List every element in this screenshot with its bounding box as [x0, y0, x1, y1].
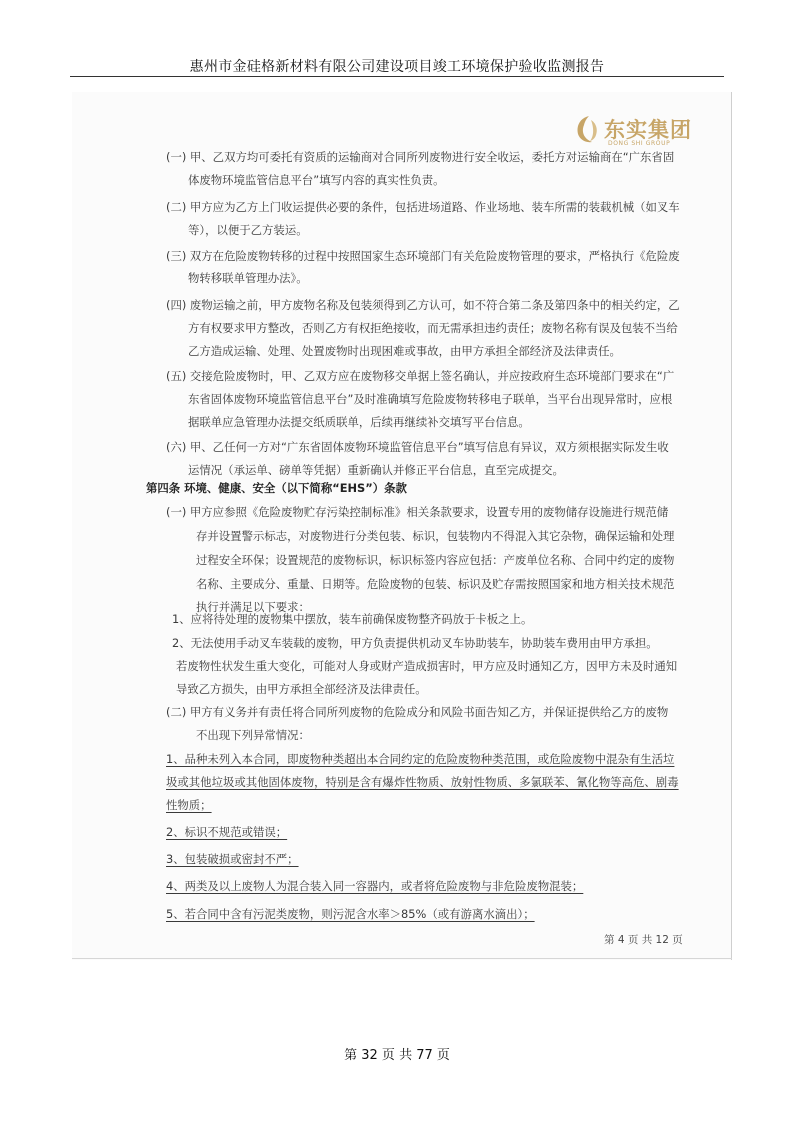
ehs-section-1-line-1: (一) 甲方应参照《危险废物贮存污染控制标准》相关条款要求，设置专用的废物储存设施进行规范储 — [166, 505, 669, 519]
scan-edge — [731, 92, 732, 960]
clause-3-line-1: (三) 双方在危险废物转移的过程中按照国家生态环境部门有关危险废物管理的要求，严格执行《危险废 — [166, 249, 680, 263]
abnormal-item-1-line-2: 圾或其他垃圾或其他固体废物，特别是含有爆炸性物质、放射性物质、多氯联苯、氰化物等高危、剧毒 — [166, 775, 679, 789]
logo-text: 东实集团 — [604, 118, 692, 142]
clause-5-line-1: (五) 交接危险废物时，甲、乙双方应在废物移交单据上签名确认，并应按政府生态环境部门要求在“广 — [166, 369, 675, 383]
abnormal-item-3: 3、包装破损或密封不严； — [166, 852, 299, 866]
abnormal-item-4: 4、两类及以上废物人为混合装入同一容器内，或者将危险废物与非危险废物混装； — [166, 879, 584, 893]
company-logo — [572, 112, 702, 150]
header-divider — [70, 76, 724, 77]
ehs-section-1-note-line-1: 若废物性状发生重大变化，可能对人身或财产造成损害时，甲方应及时通知乙方，因甲方未及时通知 — [176, 659, 678, 673]
clause-2-line-1: (二) 甲方应为乙方上门收运提供必要的条件，包括进场道路、作业场地、装车所需的装载机械（如叉车 — [166, 200, 680, 214]
clause-1-line-2: 体废物环境监管信息平台”填写内容的真实性负责。 — [188, 173, 445, 187]
clause-5-line-3: 据联单应急管理办法提交纸质联单，后续再继续补交填写平台信息。 — [188, 415, 530, 429]
abnormal-item-2: 2、标识不规范或错误； — [166, 825, 288, 839]
clause-4-line-1: (四) 废物运输之前，甲方废物名称及包装须得到乙方认可，如不符合第二条及第四条中的相关约定，乙 — [166, 298, 680, 312]
abnormal-item-1-line-1: 1、品种未列入本合同，即废物种类超出本合同约定的危险废物种类范围，或危险废物中混杂有生活垃 — [166, 752, 675, 766]
clause-1-line-1: (一) 甲、乙双方均可委托有资质的运输商对合同所列废物进行安全收运，委托方对运输商在“广东省固 — [166, 150, 675, 164]
scan-page-number: 第 4 页 共 12 页 — [604, 934, 683, 946]
scan-edge — [72, 958, 732, 959]
logo-subtitle: DONG SHI GROUP — [608, 140, 671, 147]
article-4-heading: 第四条 环境、健康、安全（以下简称“EHS”）条款 — [146, 481, 407, 495]
ehs-section-1-line-2: 存并设置警示标志，对废物进行分类包装、标识，包装物内不得混入其它杂物，确保运输和处理 — [196, 529, 675, 543]
clause-4-line-2: 方有权要求甲方整改，否则乙方有权拒绝接收，而无需承担违约责任；废物名称有误及包装不当给 — [188, 321, 678, 335]
report-header-title: 惠州市金硅格新材料有限公司建设项目竣工环境保护验收监测报告 — [189, 59, 605, 75]
clause-6-line-1: (六) 甲、乙任何一方对“广东省固体废物环境监管信息平台”填写信息有异议，双方须根据实际发生收 — [166, 440, 669, 454]
abnormal-item-1-line-3: 性物质； — [166, 798, 212, 812]
ehs-section-2-line-2: 不出现下列异常情况： — [196, 728, 310, 742]
ehs-section-2-line-1: (二) 甲方有义务并有责任将合同所列废物的危险成分和风险书面告知乙方，并保证提供给乙方的废物 — [166, 705, 669, 719]
clause-3-line-2: 物转移联单管理办法》。 — [188, 271, 308, 285]
abnormal-item-5: 5、若合同中含有污泥类废物，则污泥含水率＞85%（或有游离水滴出）； — [166, 907, 535, 921]
clause-5-line-2: 东省固体废物环境监管信息平台”及时准确填写危险废物转移电子联单，当平台出现异常时，应根 — [188, 392, 673, 406]
report-page-number: 第 32 页 共 77 页 — [344, 1048, 450, 1063]
ehs-section-1-line-5: 执行并满足以下要求： — [196, 600, 310, 614]
clause-2-line-2: 等），以便于乙方装运。 — [188, 223, 308, 237]
ehs-requirement-1: 1、应将待处理的废物集中摆放，装车前确保废物整齐码放于卡板之上。 — [172, 612, 533, 626]
clause-6-line-2: 运情况（承运单、磅单等凭据）重新确认并修正平台信息，直至完成提交。 — [188, 463, 564, 477]
ehs-requirement-2: 2、无法使用手动叉车装载的废物，甲方负责提供机动叉车协助装车，协助装车费用由甲方承担。 — [172, 636, 658, 650]
ehs-section-1-line-4: 名称、主要成分、重量、日期等。危险废物的包装、标识及贮存需按照国家和地方相关技术规范 — [196, 577, 675, 591]
ehs-section-1-note-line-2: 导致乙方损失，由甲方承担全部经济及法律责任。 — [176, 682, 427, 696]
logo-mark-icon — [572, 112, 606, 146]
clause-4-line-3: 乙方造成运输、处理、处置废物时出现困难或事故，由甲方承担全部经济及法律责任。 — [188, 344, 621, 358]
ehs-section-1-line-3: 过程安全环保；设置规范的废物标识，标识标签内容应包括：产废单位名称、合同中约定的废物 — [196, 553, 675, 567]
